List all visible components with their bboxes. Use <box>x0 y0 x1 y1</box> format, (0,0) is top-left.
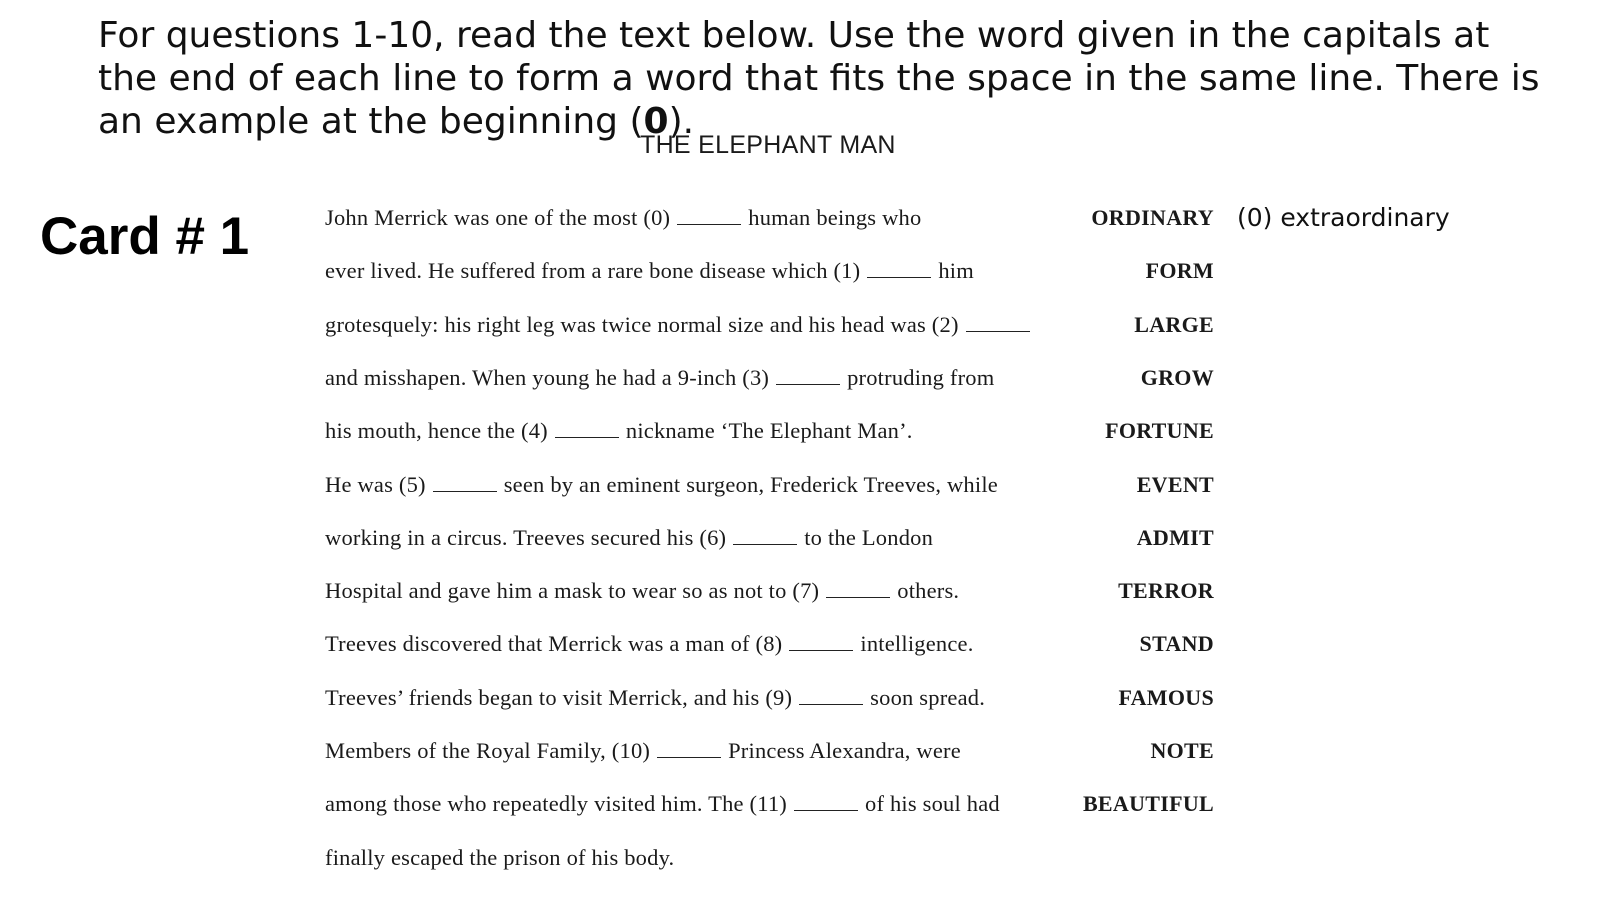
keyword: FAMOUS <box>1118 684 1214 710</box>
keyword: NOTE <box>1150 738 1214 763</box>
line-text-after-gap: human beings who <box>748 205 922 230</box>
line-text-before-gap: Treeves’ friends began to visit Merrick, and his (9) <box>325 684 793 710</box>
line-text-before-gap: finally escaped the prison of his body. <box>325 844 675 870</box>
keyword: EVENT <box>1136 471 1214 497</box>
answer-gap <box>826 596 890 598</box>
answer-gap <box>776 383 840 385</box>
line-text <box>325 845 674 871</box>
line-text-after-gap: others. <box>897 578 960 604</box>
line-text-after-gap: Princess Alexandra, were <box>728 738 961 763</box>
line-text <box>325 365 994 391</box>
line-text-before-gap: among those who repeatedly visited him. The (11) <box>325 791 787 817</box>
passage-line <box>0 578 1600 608</box>
line-text <box>325 258 974 284</box>
instructions-main: For questions 1-10, read the text below. Use the word given in the capitals at the end of each line to form a word that fits the space in the same line. There is an example at the beginning ( <box>98 15 1540 142</box>
line-text-before-gap: his mouth, hence the (4) <box>325 418 548 444</box>
answer-gap <box>657 756 721 758</box>
passage-line <box>0 791 1600 821</box>
passage-line <box>0 631 1600 661</box>
passage-line <box>0 525 1600 555</box>
keyword: TERROR <box>1118 578 1214 604</box>
keyword: FORM <box>1145 258 1214 284</box>
line-text-before-gap: Members of the Royal Family, (10) <box>325 738 651 763</box>
line-text <box>325 738 961 764</box>
line-text-before-gap: Treeves discovered that Merrick was a man of (8) <box>325 631 783 657</box>
line-text-before-gap: ever lived. He suffered from a rare bone disease which (1) <box>325 258 861 284</box>
line-text-before-gap: Hospital and gave him a mask to wear so as not to (7) <box>325 578 820 604</box>
instructions-example-number: 0 <box>643 101 669 142</box>
keyword: BEAUTIFUL <box>1082 791 1214 817</box>
keyword: GROW <box>1140 364 1214 390</box>
example-answer: (0) extraordinary <box>1237 203 1450 232</box>
line-text-after-gap: of his soul had <box>865 791 1000 817</box>
line-text <box>325 791 1000 817</box>
line-text <box>325 418 913 444</box>
line-text <box>325 685 985 711</box>
line-text-before-gap: and misshapen. When young he had a 9-inch (3) <box>325 364 770 390</box>
line-text <box>325 631 974 657</box>
passage-line <box>0 258 1600 288</box>
keyword: ORDINARY <box>1091 205 1214 230</box>
line-text-after-gap: nickname ‘The Elephant Man’. <box>625 418 913 444</box>
line-text-after-gap: soon spread. <box>870 684 986 710</box>
card-label: Card # 1 <box>40 207 250 266</box>
line-text-after-gap: to the London <box>804 524 934 550</box>
passage-line <box>0 738 1600 768</box>
line-text-after-gap: protruding from <box>847 364 995 390</box>
instructions-end: ). <box>668 101 695 142</box>
passage-line <box>0 418 1600 448</box>
line-text-before-gap: John Merrick was one of the most (0) <box>325 205 671 230</box>
line-text <box>325 578 959 604</box>
line-text-after-gap: him <box>938 258 974 284</box>
line-text <box>325 312 1037 338</box>
keyword: LARGE <box>1134 311 1214 337</box>
answer-gap <box>433 490 497 492</box>
keyword: FORTUNE <box>1105 418 1214 444</box>
instructions-text <box>98 14 1548 143</box>
answer-gap <box>966 330 1030 332</box>
line-text <box>325 205 921 231</box>
passage-line <box>0 472 1600 502</box>
passage-line <box>0 845 1600 875</box>
line-text <box>325 472 998 498</box>
answer-gap <box>555 436 619 438</box>
line-text-before-gap: grotesquely: his right leg was twice normal size and his head was (2) <box>325 311 959 337</box>
answer-gap <box>789 649 853 651</box>
line-text-after-gap: seen by an eminent surgeon, Frederick Treeves, while <box>503 471 998 497</box>
line-text-before-gap: working in a circus. Treeves secured his (6) <box>325 524 727 550</box>
passage-line <box>0 312 1600 342</box>
line-text <box>325 525 933 551</box>
line-text-after-gap: intelligence. <box>860 631 974 657</box>
answer-gap <box>677 223 741 225</box>
passage-line <box>0 205 1600 235</box>
keyword: STAND <box>1139 631 1214 657</box>
passage-title: THE ELEPHANT MAN <box>640 131 896 159</box>
answer-gap <box>799 703 863 705</box>
passage-line <box>0 365 1600 395</box>
answer-gap <box>733 543 797 545</box>
answer-gap <box>867 276 931 278</box>
line-text-before-gap: He was (5) <box>325 471 426 497</box>
passage-line <box>0 685 1600 715</box>
answer-gap <box>794 809 858 811</box>
keyword: ADMIT <box>1136 524 1214 550</box>
